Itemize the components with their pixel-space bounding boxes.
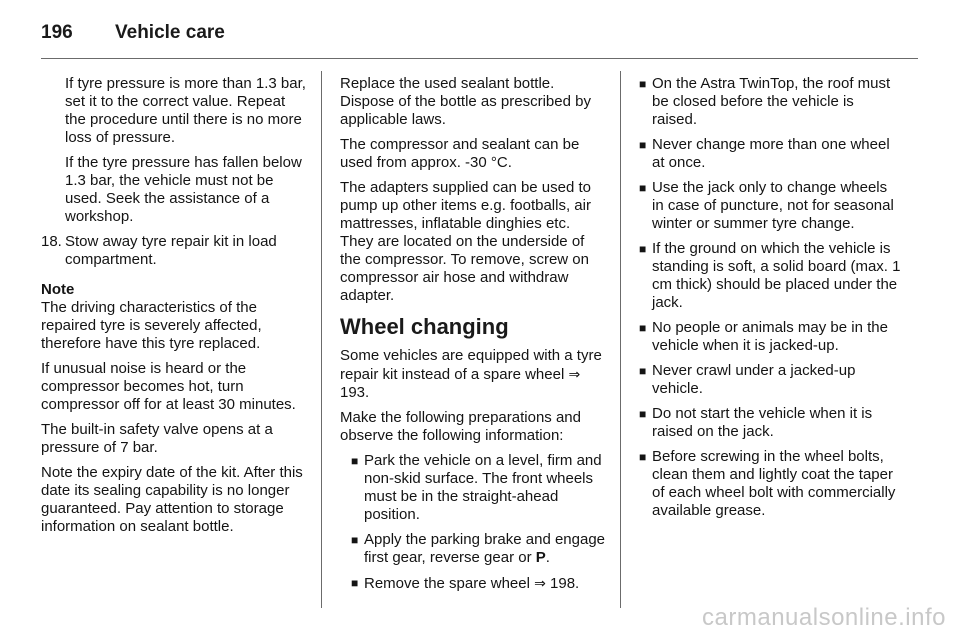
list-item-text: Never change more than one wheel at once. <box>652 136 890 171</box>
list-item <box>639 240 901 312</box>
note-paragraph: If unusual noise is heard or the compressor becomes hot, turn compressor off for at least 30 minutes. <box>41 360 296 413</box>
arrow-right-icon: ⇒ <box>568 366 581 382</box>
column-2 <box>340 75 606 600</box>
list-item <box>639 448 901 520</box>
column-divider-left <box>321 71 322 608</box>
paragraph <box>340 347 606 402</box>
paragraph: Make the following preparations and observe the following information: <box>340 409 581 444</box>
square-bullet-icon: ■ <box>639 242 647 256</box>
chapter-title: Vehicle care <box>115 22 225 43</box>
page-reference-link[interactable]: 198. <box>550 575 580 592</box>
list-item-text: If the ground on which the vehicle is standing is soft, a solid board (max. 1 cm thick) should be placed under the jack. <box>652 240 901 311</box>
square-bullet-icon: ■ <box>639 138 647 152</box>
step-number: 18. <box>41 233 62 250</box>
sentence-end: . <box>545 549 550 566</box>
step-text: Stow away tyre repair kit in load compartment. <box>65 233 277 268</box>
list-item-text: No people or animals may be in the vehicle when it is jacked-up. <box>652 319 888 354</box>
step-18 <box>41 233 307 269</box>
list-item-text: Remove the spare wheel <box>364 575 530 592</box>
watermark: carmanualsonline.info <box>702 604 946 631</box>
list-item <box>351 531 606 567</box>
paragraph: If the tyre pressure has fallen below 1.3 bar, the vehicle must not be used. Seek the assistance of a workshop. <box>65 154 302 225</box>
page-reference-link[interactable]: 193. <box>340 384 370 401</box>
list-item <box>639 179 901 233</box>
square-bullet-icon: ■ <box>639 77 647 91</box>
header-rule <box>41 58 918 59</box>
page-number: 196 <box>41 22 73 43</box>
column-3 <box>639 75 901 527</box>
list-item <box>639 405 901 441</box>
list-item-text: Park the vehicle on a level, firm and non-skid surface. The front wheels must be in the straight-ahead position. <box>364 452 602 523</box>
list-item-text: Apply the parking brake and engage first gear, reverse gear or <box>364 531 606 566</box>
note-title: Note <box>41 281 75 298</box>
list-item <box>639 75 901 129</box>
list-item <box>639 362 901 398</box>
square-bullet-icon: ■ <box>639 181 647 195</box>
square-bullet-icon: ■ <box>639 364 647 378</box>
list-item <box>351 574 606 593</box>
paragraph: Replace the used sealant bottle. Dispose of the bottle as prescribed by applicable laws. <box>340 75 591 128</box>
paragraph: The compressor and sealant can be used from approx. -30 °C. <box>340 136 580 171</box>
square-bullet-icon: ■ <box>351 454 359 468</box>
list-item <box>639 136 901 172</box>
list-item-text: On the Astra TwinTop, the roof must be closed before the vehicle is raised. <box>652 75 891 128</box>
column-1 <box>41 75 307 543</box>
list-item <box>351 452 606 524</box>
paragraph: The adapters supplied can be used to pump up other items e.g. footballs, air mattresses, inflatable dinghies etc. They are located on the underside of the compressor. To remove, screw on compressor air hose and withdraw adapter. <box>340 179 592 304</box>
square-bullet-icon: ■ <box>639 450 647 464</box>
intro-text: Some vehicles are equipped with a tyre repair kit instead of a spare wheel <box>340 347 602 383</box>
arrow-right-icon: ⇒ <box>534 575 546 591</box>
column-divider-right <box>620 71 621 608</box>
section-title: Wheel changing <box>340 314 509 339</box>
gear-letter: P <box>535 549 546 566</box>
note-paragraph: The driving characteristics of the repaired tyre is severely affected, therefore have this tyre replaced. <box>41 299 262 352</box>
list-item-text: Use the jack only to change wheels in case of puncture, not for seasonal winter or summer tyre change. <box>652 179 894 232</box>
list-item-text: Before screwing in the wheel bolts, clean them and lightly coat the taper of each wheel bolt with commercially available grease. <box>652 448 896 519</box>
square-bullet-icon: ■ <box>351 576 359 590</box>
square-bullet-icon: ■ <box>639 321 647 335</box>
list-item-text: Do not start the vehicle when it is raised on the jack. <box>652 405 873 440</box>
paragraph: If tyre pressure is more than 1.3 bar, set it to the correct value. Repeat the procedure until there is no more loss of pressure. <box>65 75 306 146</box>
note-paragraph: The built-in safety valve opens at a pressure of 7 bar. <box>41 421 273 456</box>
square-bullet-icon: ■ <box>351 533 359 547</box>
list-item <box>639 319 901 355</box>
note-paragraph: Note the expiry date of the kit. After this date its sealing capability is no longer guaranteed. Pay attention to storage information on sealant bottle. <box>41 464 303 535</box>
list-item-text: Never crawl under a jacked-up vehicle. <box>652 362 856 397</box>
square-bullet-icon: ■ <box>639 407 647 421</box>
